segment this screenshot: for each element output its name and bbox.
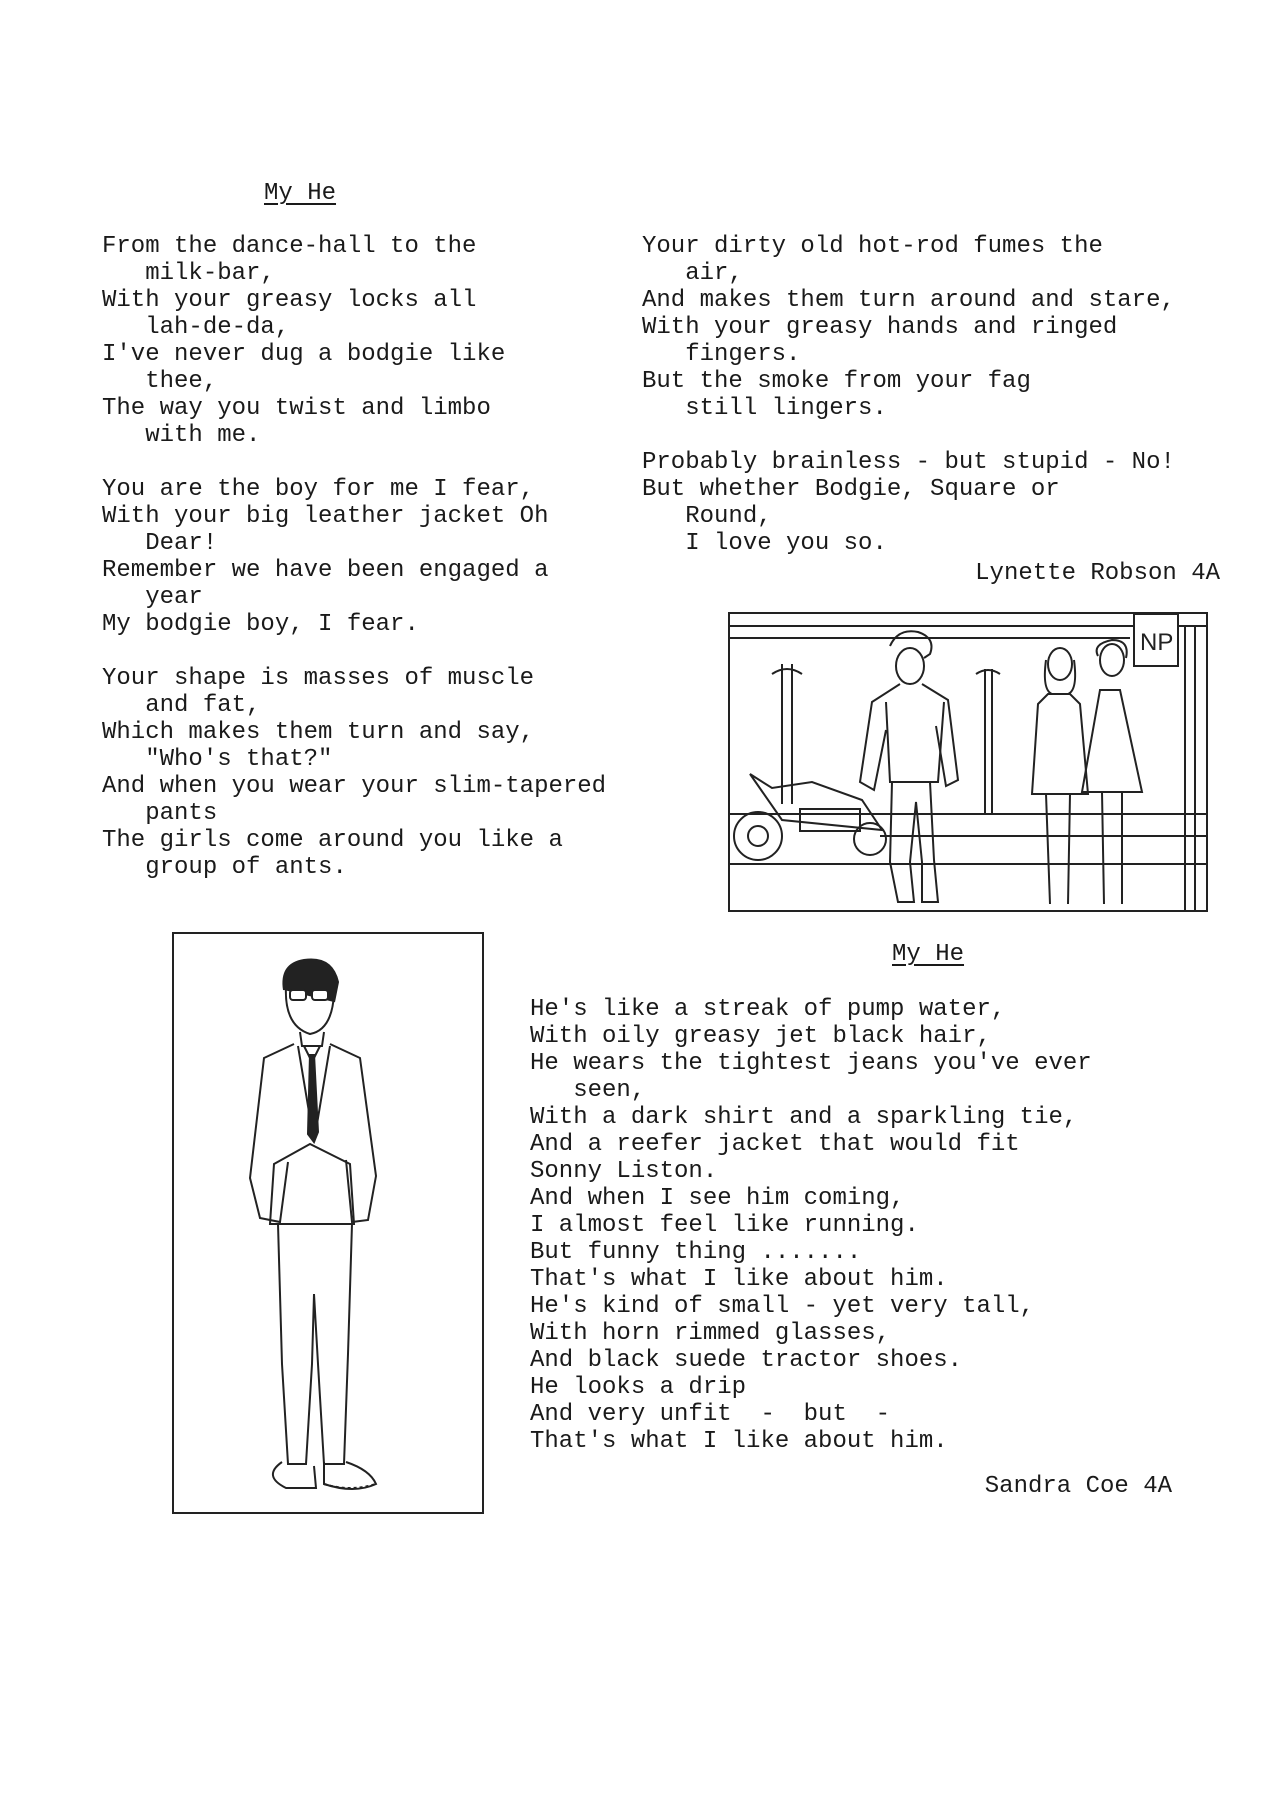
- poem-line: still lingers.: [642, 395, 887, 422]
- poem-line: The girls come around you like a: [102, 827, 563, 854]
- poem-line: He's kind of small - yet very tall,: [530, 1293, 1035, 1320]
- man-in-suit-illustration: [172, 932, 484, 1514]
- stanza: [642, 449, 1232, 557]
- poem2-author: Sandra Coe 4A: [984, 1473, 1172, 1500]
- stanza: [642, 233, 1232, 422]
- poem-line: With a dark shirt and a sparkling tie,: [530, 1104, 1078, 1131]
- poem-line: Probably brainless - but stupid - No!: [642, 449, 1175, 476]
- poem1-left-column: [102, 233, 682, 881]
- poem-line: With your big leather jacket Oh: [102, 503, 549, 530]
- poem-line: My bodgie boy, I fear.: [102, 611, 419, 638]
- poem-line: I love you so.: [642, 530, 887, 557]
- bodgie-scene-illustration: [728, 612, 1208, 912]
- poem-line: Your dirty old hot-rod fumes the: [642, 233, 1103, 260]
- poem-line: And a reefer jacket that would fit: [530, 1131, 1020, 1158]
- poem-line: With oily greasy jet black hair,: [530, 1023, 991, 1050]
- poem-line: With your greasy hands and ringed: [642, 314, 1118, 341]
- poem-line: With horn rimmed glasses,: [530, 1320, 891, 1347]
- poem-line: Remember we have been engaged a: [102, 557, 549, 584]
- poem-line: That's what I like about him.: [530, 1266, 948, 1293]
- poem-line: Which makes them turn and say,: [102, 719, 535, 746]
- poem-line: pants: [102, 800, 218, 827]
- poem-line: He looks a drip: [530, 1374, 747, 1401]
- poem-line: lah-de-da,: [102, 314, 290, 341]
- poem-line: Sonny Liston.: [530, 1158, 718, 1185]
- poem-line: seen,: [530, 1077, 646, 1104]
- poem1-title: My He: [264, 180, 337, 207]
- poem-line: Round,: [642, 503, 772, 530]
- poem-line: He wears the tightest jeans you've ever: [530, 1050, 1092, 1077]
- stanza: [102, 233, 682, 449]
- poem-line: You are the boy for me I fear,: [102, 476, 535, 503]
- poem-line: And makes them turn around and stare,: [642, 287, 1175, 314]
- stanza: [102, 665, 682, 881]
- poem-line: I've never dug a bodgie like: [102, 341, 506, 368]
- poem-line: I almost feel like running.: [530, 1212, 919, 1239]
- poem-line: milk-bar,: [102, 260, 275, 287]
- poem-line: That's what I like about him.: [530, 1428, 948, 1455]
- poem-line: With your greasy locks all: [102, 287, 477, 314]
- poem-line: and fat,: [102, 692, 261, 719]
- poem2-title: My He: [892, 941, 965, 968]
- poem-line: And when you wear your slim-tapered: [102, 773, 607, 800]
- poem-line: thee,: [102, 368, 218, 395]
- poem-line: He's like a streak of pump water,: [530, 996, 1006, 1023]
- poem-line: But whether Bodgie, Square or: [642, 476, 1060, 503]
- poem-line: And black suede tractor shoes.: [530, 1347, 963, 1374]
- poem-line: group of ants.: [102, 854, 347, 881]
- poem-line: And very unfit - but -: [530, 1401, 891, 1428]
- poem-line: But funny thing .......: [530, 1239, 862, 1266]
- poem-line: "Who's that?": [102, 746, 333, 773]
- poem-line: From the dance-hall to the: [102, 233, 477, 260]
- poem-line: Dear!: [102, 530, 218, 557]
- poem1-right-column: [642, 233, 1232, 557]
- poem-line: The way you twist and limbo: [102, 395, 491, 422]
- poem-line: But the smoke from your fag: [642, 368, 1031, 395]
- poem-line: with me.: [102, 422, 261, 449]
- stanza: [102, 476, 682, 638]
- poem-line: air,: [642, 260, 743, 287]
- poem-line: And when I see him coming,: [530, 1185, 905, 1212]
- poem1-author: Lynette Robson 4A: [975, 560, 1220, 587]
- poem-line: Your shape is masses of muscle: [102, 665, 535, 692]
- poem-line: year: [102, 584, 203, 611]
- sign-text: NP: [1140, 629, 1174, 656]
- poem-line: fingers.: [642, 341, 801, 368]
- poem2-body: [530, 996, 1230, 1455]
